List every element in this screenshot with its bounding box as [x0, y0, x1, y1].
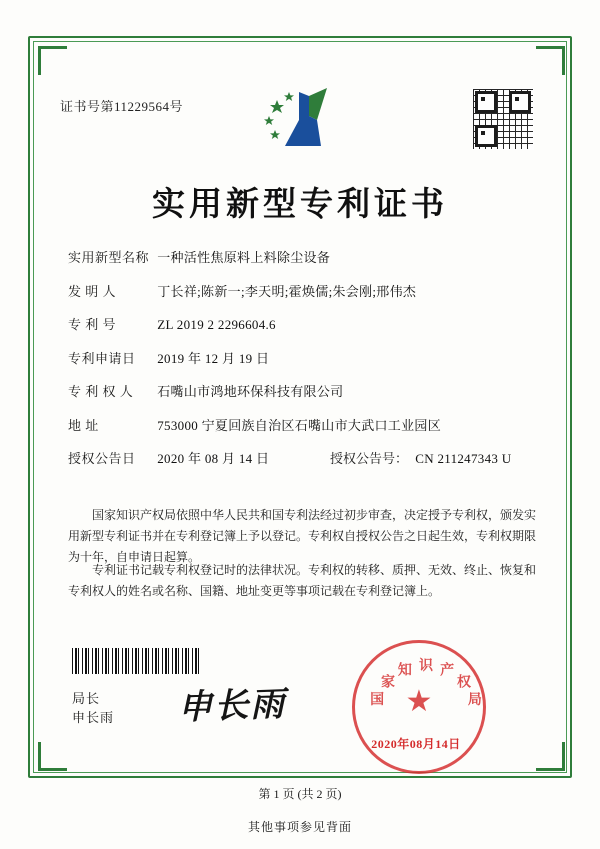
page-number: 第 1 页 (共 2 页)	[258, 787, 342, 801]
field-label: 实用新型名称	[68, 250, 150, 265]
field-label: 专 利 号	[68, 317, 117, 332]
page-title: 实用新型专利证书	[152, 184, 448, 223]
handwritten-signature: 申长雨	[177, 684, 287, 728]
signature-labels	[72, 690, 114, 728]
signature-role-label: 局长	[72, 691, 101, 706]
corner-ornament-bottom-left	[38, 742, 67, 771]
field-utility-model-name	[68, 248, 538, 268]
field-list	[68, 248, 538, 483]
field-value: 丁长祥;陈新一;李天明;霍焕儒;朱会刚;邢伟杰	[157, 283, 417, 299]
field-patent-number	[68, 315, 538, 335]
barcode-icon	[72, 648, 200, 674]
seal-text-ring: 国 家 知 识 产 权 局	[370, 659, 482, 709]
field-value: ZL 2019 2 2296604.6	[157, 317, 276, 332]
field-application-date	[68, 349, 538, 369]
qr-code-icon	[472, 88, 534, 150]
field-patentee	[68, 382, 538, 402]
field-value: CN 211247343 U	[415, 451, 512, 466]
field-value: 2020 年 08 月 14 日	[157, 451, 270, 466]
field-value: 石嘴山市鸿地环保科技有限公司	[157, 384, 344, 399]
field-inventors	[68, 282, 538, 302]
footer-note: 其他事项参见背面	[247, 820, 352, 834]
patent-office-logo-icon	[255, 86, 345, 156]
signature-name-label: 申长雨	[72, 709, 115, 725]
seal-date: 2020年08月14日	[371, 737, 461, 751]
corner-ornament-bottom-right	[536, 742, 565, 771]
legal-paragraph-2: 专利证书记载专利权登记时的法律状况。专利权的转移、质押、无效、终止、恢复和专利权人的姓名或名称、国籍、地址变更等事项记载在专利登记簿上。	[68, 563, 537, 598]
seal-star-icon: ★	[405, 685, 433, 718]
field-label: 授权公告日	[68, 451, 136, 466]
field-grant-announcement-number	[330, 449, 511, 469]
field-label: 发 明 人	[68, 283, 117, 299]
legal-paragraph-1: 国家知识产权局依照中华人民共和国专利法经过初步审查，决定授予专利权，颁发实用新型专利证书并在专利登记簿上予以登记。专利权自授权公告之日起生效，专利权期限为十年，自申请日起算。	[68, 508, 537, 564]
field-value: 2019 年 12 月 19 日	[157, 350, 270, 366]
corner-ornament-top-left	[38, 46, 67, 75]
field-label: 专 利 权 人	[68, 384, 134, 399]
certificate-number: 证书号第11229564号	[60, 99, 184, 114]
field-label: 授权公告号：	[330, 451, 409, 466]
field-value: 753000 宁夏回族自治区石嘴山市大武口工业园区	[157, 417, 441, 433]
field-label: 专利申请日	[68, 350, 136, 366]
corner-ornament-top-right	[536, 46, 565, 75]
field-address	[68, 416, 538, 436]
field-label: 地 址	[68, 417, 99, 433]
field-grant-announcement	[68, 449, 538, 469]
official-seal	[352, 640, 486, 774]
field-value: 一种活性焦原料上料除尘设备	[157, 250, 331, 265]
